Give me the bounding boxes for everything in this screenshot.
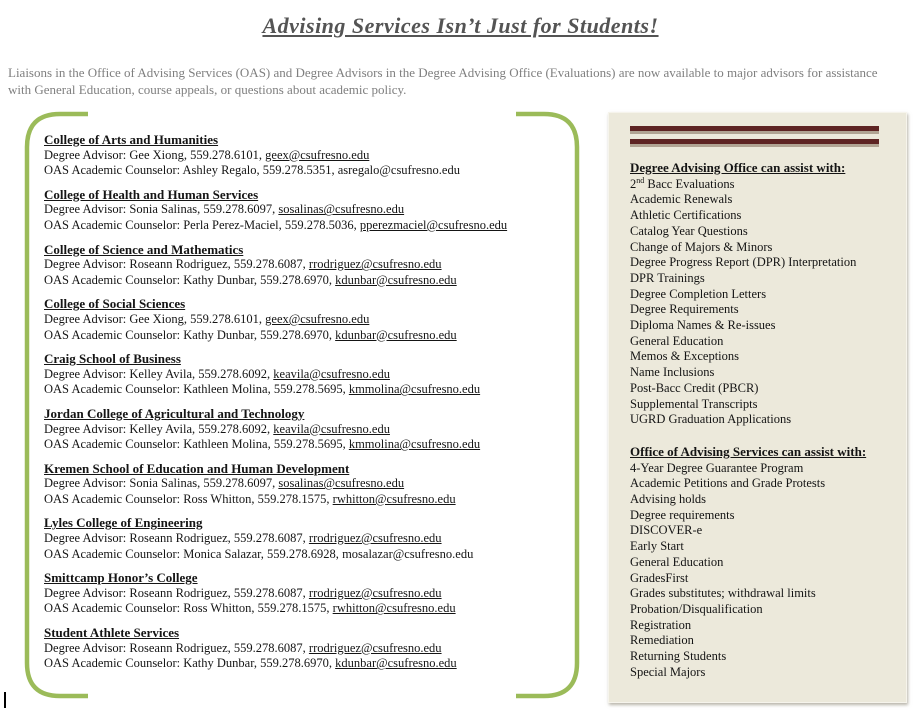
counselor-name-phone: Ashley Regalo, 559.278.5351, [182, 163, 338, 178]
item-text: 2 [630, 176, 637, 191]
degree-advisor-label: Degree Advisor: [44, 366, 130, 381]
advisor-email-link[interactable]: rrodriguez@csufresno.edu [308, 257, 442, 272]
advisor-email-link[interactable]: keavila@csufresno.edu [273, 421, 390, 436]
counselor-name-phone: Kathleen Molina, 559.278.5695, [183, 437, 349, 452]
counselor-email-link[interactable]: kdunbar@csufresno.edu [335, 272, 457, 287]
degree-advisor-line [44, 148, 560, 164]
college-section [44, 461, 560, 508]
degree-advisor-line [44, 312, 560, 328]
college-name: Kremen School of Education and Human Development [44, 460, 350, 476]
advisor-email-link[interactable]: keavila@csufresno.edu [273, 366, 390, 381]
counselor-email-link[interactable]: kdunbar@csufresno.edu [335, 327, 457, 342]
advisor-name-phone: Roseann Rodriguez, 559.278.6087, [129, 585, 309, 600]
list-item: Probation/Disqualification [630, 601, 763, 616]
superscript: nd [636, 175, 645, 185]
list-item: Early Start [630, 539, 684, 554]
college-section [44, 406, 560, 453]
tan-rule [630, 144, 879, 147]
counselor-name-phone: Kathy Dunbar, 559.278.6970, [183, 327, 336, 342]
counselor-name-phone: Perla Perez-Maciel, 559.278.5036, [183, 217, 360, 232]
degree-advisor-line [44, 202, 560, 218]
counselor-email-link[interactable]: kdunbar@csufresno.edu [335, 656, 457, 671]
degree-advisor-label: Degree Advisor: [44, 311, 130, 326]
office-advising-services-list [630, 461, 896, 681]
counselor-email-link[interactable]: rwhitton@csufresno.edu [332, 491, 456, 506]
degree-advisor-line [44, 367, 560, 383]
college-contacts-box [24, 111, 580, 699]
oas-counselor-label: OAS Academic Counselor: [44, 217, 184, 232]
list-item: 4-Year Degree Guarantee Program [630, 460, 804, 475]
oas-counselor-label: OAS Academic Counselor: [44, 382, 184, 397]
sidebar-content [630, 160, 896, 681]
counselor-email-link[interactable]: rwhitton@csufresno.edu [332, 601, 456, 616]
oas-counselor-label: OAS Academic Counselor: [44, 272, 184, 287]
list-item: Athletic Certifications [630, 208, 742, 223]
list-item: GradesFirst [630, 570, 689, 585]
oas-counselor-line [44, 163, 560, 179]
advisor-name-phone: Kelley Avila, 559.278.6092, [129, 366, 274, 381]
list-item: Remediation [630, 633, 694, 648]
counselor-name-phone: Kathleen Molina, 559.278.5695, [183, 382, 349, 397]
advisor-name-phone: Gee Xiong, 559.278.6101, [129, 147, 266, 162]
oas-counselor-line [44, 547, 560, 563]
degree-advisor-label: Degree Advisor: [44, 421, 130, 436]
advisor-email-link[interactable]: sosalinas@csufresno.edu [278, 202, 405, 217]
list-item-2nd-bacc [630, 177, 896, 193]
degree-advisor-label: Degree Advisor: [44, 202, 130, 217]
oas-counselor-label: OAS Academic Counselor: [44, 437, 184, 452]
college-section [44, 242, 560, 289]
degree-advisor-label: Degree Advisor: [44, 476, 130, 491]
oas-counselor-line [44, 273, 560, 289]
oas-counselor-line [44, 328, 560, 344]
assist-sidebar-panel [608, 112, 907, 703]
list-item: DPR Trainings [630, 270, 705, 285]
list-item: Academic Petitions and Grade Protests [630, 476, 826, 491]
list-item: Special Majors [630, 664, 706, 679]
list-item: Returning Students [630, 649, 727, 664]
list-item: Change of Majors & Minors [630, 239, 773, 254]
degree-advisor-line [44, 476, 560, 492]
college-section [44, 296, 560, 343]
degree-advisor-line [44, 531, 560, 547]
degree-advisor-label: Degree Advisor: [44, 585, 130, 600]
college-name: College of Arts and Humanities [44, 132, 219, 147]
college-name: College of Health and Human Services [44, 186, 259, 202]
counselor-name-phone: Kathy Dunbar, 559.278.6970, [183, 272, 336, 287]
oas-counselor-line [44, 437, 560, 453]
advisor-name-phone: Sonia Salinas, 559.278.6097, [129, 476, 279, 491]
oas-counselor-line [44, 601, 560, 617]
degree-advising-office-list [630, 177, 896, 428]
college-section [44, 625, 560, 672]
advisor-email-link[interactable]: rrodriguez@csufresno.edu [308, 531, 442, 546]
advisor-name-phone: Roseann Rodriguez, 559.278.6087, [129, 257, 309, 272]
list-item: Grades substitutes; withdrawal limits [630, 586, 816, 601]
oas-counselor-label: OAS Academic Counselor: [44, 656, 184, 671]
advisor-name-phone: Sonia Salinas, 559.278.6097, [129, 202, 279, 217]
list-item: Name Inclusions [630, 365, 715, 380]
list-item: General Education [630, 554, 724, 569]
oas-counselor-label: OAS Academic Counselor: [44, 491, 184, 506]
advisor-name-phone: Roseann Rodriguez, 559.278.6087, [129, 531, 309, 546]
degree-advisor-line [44, 257, 560, 273]
college-list [44, 132, 560, 680]
college-name: Smittcamp Honor’s College [44, 570, 198, 586]
counselor-email-link[interactable]: kmmolina@csufresno.edu [348, 382, 481, 397]
degree-advisor-line [44, 641, 560, 657]
degree-advising-office-heading: Degree Advising Office can assist with: [630, 160, 846, 175]
degree-advisor-label: Degree Advisor: [44, 147, 130, 162]
list-item: General Education [630, 333, 724, 348]
college-name: Lyles College of Engineering [44, 515, 203, 531]
advisor-email-link[interactable]: geex@csufresno.edu [265, 147, 370, 162]
degree-advisor-label: Degree Advisor: [44, 257, 130, 272]
list-item: Advising holds [630, 492, 707, 507]
text-cursor-artifact [4, 692, 6, 708]
counselor-email-link[interactable]: pperezmaciel@csufresno.edu [359, 217, 508, 232]
college-name: College of Social Sciences [44, 296, 186, 312]
intro-paragraph: Liaisons in the Office of Advising Services (OAS) and Degree Advisors in the Degree Advising Office (Evaluations) are now available to major advisors for assistance with General Education, course appeals, or questions about academic policy. [8, 65, 878, 97]
advisor-email-link[interactable]: rrodriguez@csufresno.edu [308, 585, 442, 600]
college-name: Craig School of Business [44, 351, 181, 367]
list-item: Supplemental Transcripts [630, 396, 758, 411]
college-section [44, 570, 560, 617]
oas-counselor-line [44, 492, 560, 508]
double-rule-decoration [630, 126, 879, 147]
advisor-name-phone: Roseann Rodriguez, 559.278.6087, [129, 640, 309, 655]
college-section [44, 187, 560, 234]
college-section [44, 515, 560, 562]
list-item: Catalog Year Questions [630, 223, 748, 238]
college-section [44, 132, 560, 179]
oas-counselor-label: OAS Academic Counselor: [44, 546, 184, 561]
list-item: Memos & Exceptions [630, 349, 740, 364]
advisor-email-link[interactable]: rrodriguez@csufresno.edu [308, 640, 442, 655]
degree-advisor-line [44, 422, 560, 438]
page-title: Advising Services Isn’t Just for Students! [262, 13, 659, 38]
counselor-name-phone: Ross Whitton, 559.278.1575, [183, 601, 333, 616]
oas-counselor-line [44, 656, 560, 672]
office-advising-services-heading: Office of Advising Services can assist with: [630, 443, 867, 459]
oas-counselor-label: OAS Academic Counselor: [44, 327, 184, 342]
advisor-name-phone: Gee Xiong, 559.278.6101, [129, 311, 266, 326]
college-name: College of Science and Mathematics [44, 241, 244, 257]
advisor-email-link[interactable]: sosalinas@csufresno.edu [278, 476, 405, 491]
list-item: Degree requirements [630, 507, 735, 522]
list-item: Post-Bacc Credit (PBCR) [630, 380, 759, 395]
counselor-name-phone: Kathy Dunbar, 559.278.6970, [183, 656, 336, 671]
college-name: Student Athlete Services [44, 625, 180, 641]
counselor-email: mosalazar@csufresno.edu [342, 546, 474, 561]
advisor-email-link[interactable]: geex@csufresno.edu [265, 311, 370, 326]
college-name: Jordan College of Agricultural and Technology [44, 405, 305, 421]
counselor-email: asregalo@csufresno.edu [337, 163, 460, 178]
list-item: Registration [630, 617, 692, 632]
advisor-name-phone: Kelley Avila, 559.278.6092, [129, 421, 274, 436]
degree-advisor-label: Degree Advisor: [44, 640, 130, 655]
counselor-email-link[interactable]: kmmolina@csufresno.edu [348, 437, 481, 452]
item-text: Bacc Evaluations [644, 176, 735, 191]
oas-counselor-line [44, 218, 560, 234]
list-item: Degree Completion Letters [630, 286, 767, 301]
list-item: Diploma Names & Re-issues [630, 318, 776, 333]
oas-counselor-label: OAS Academic Counselor: [44, 163, 183, 178]
list-item: UGRD Graduation Applications [630, 412, 792, 427]
oas-counselor-line [44, 382, 560, 398]
list-item: Academic Renewals [630, 192, 733, 207]
list-item: Degree Requirements [630, 302, 739, 317]
counselor-name-phone: Monica Salazar, 559.278.6928, [183, 546, 343, 561]
degree-advisor-label: Degree Advisor: [44, 531, 130, 546]
list-item: DISCOVER-e [630, 523, 703, 538]
oas-counselor-label: OAS Academic Counselor: [44, 601, 184, 616]
college-section [44, 351, 560, 398]
list-item: Degree Progress Report (DPR) Interpretation [630, 255, 857, 270]
degree-advisor-line [44, 586, 560, 602]
counselor-name-phone: Ross Whitton, 559.278.1575, [183, 491, 333, 506]
